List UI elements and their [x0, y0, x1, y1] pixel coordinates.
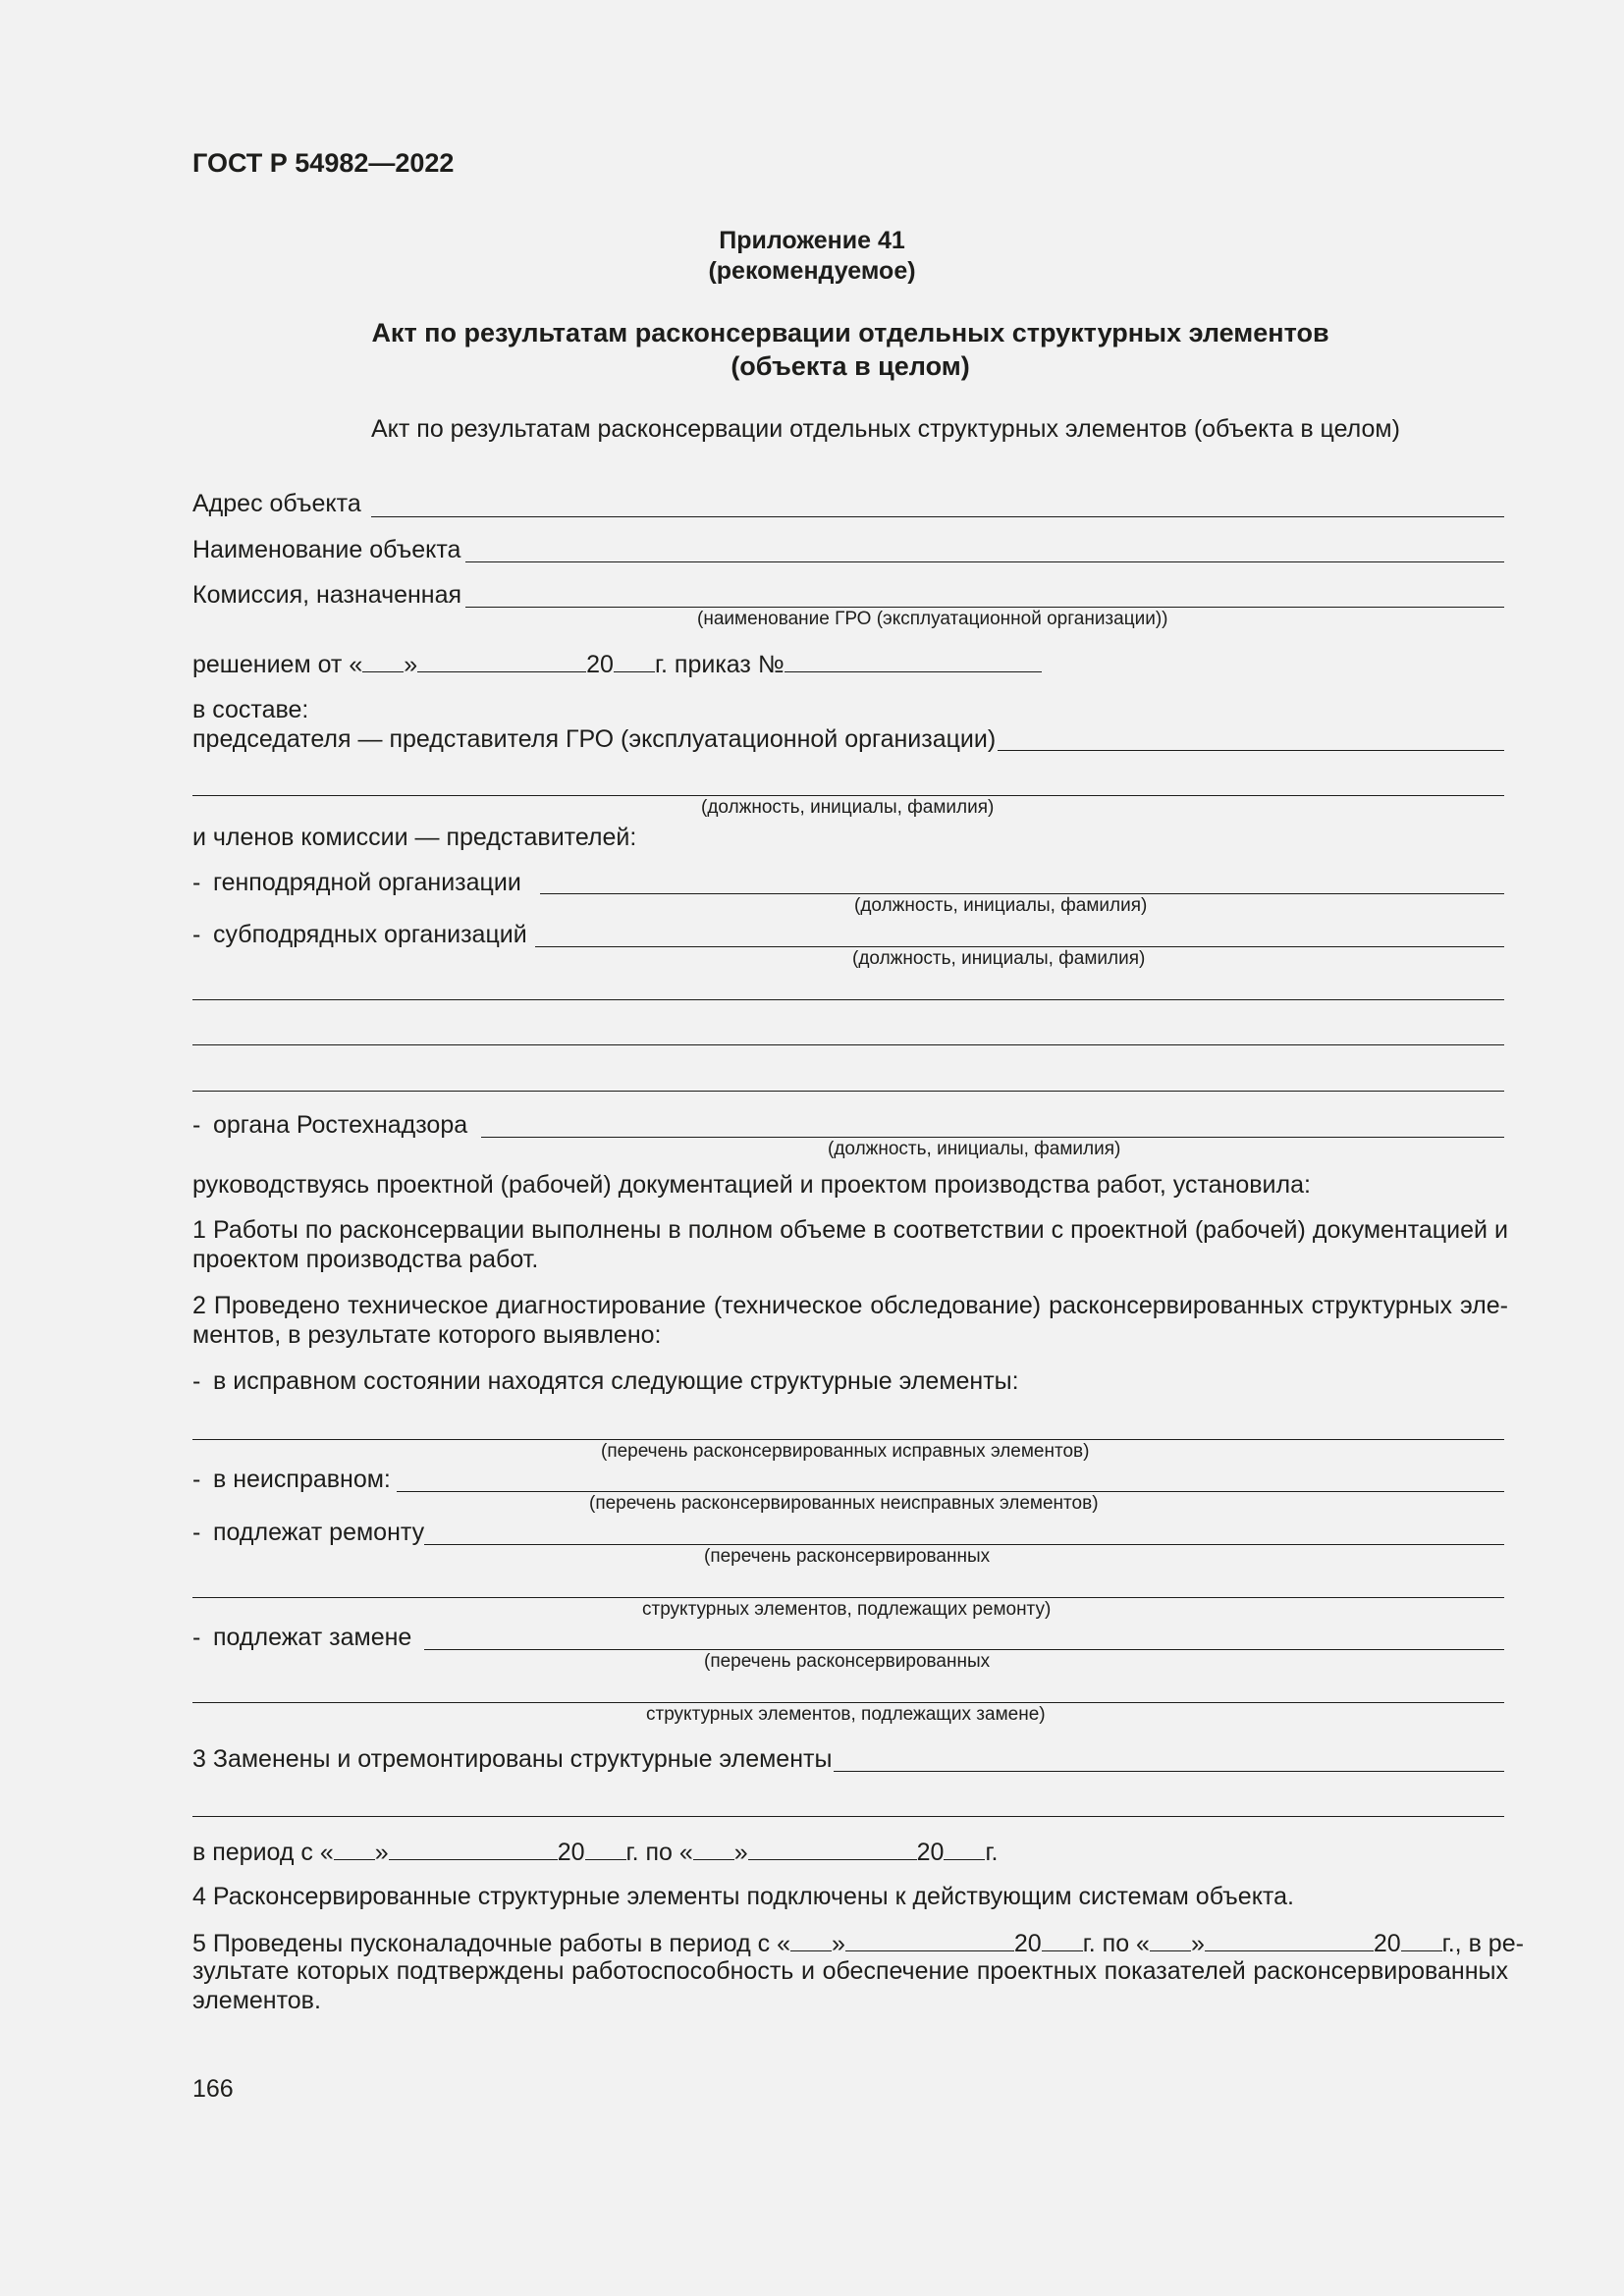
item-2: 2 Проведено техническое диагностирование (техническое обследование) расконсервированных структурных элементов, в результате которого выявлено: — [192, 1292, 1508, 1349]
period-year-prefix-1: 20 — [557, 1839, 585, 1866]
item-5-year-prefix-2: 20 — [1373, 1930, 1401, 1957]
period-prefix: в период с « — [192, 1839, 334, 1866]
faulty-label: в неисправном: — [213, 1466, 391, 1493]
item-3-field-2[interactable] — [192, 1816, 1504, 1817]
decision-year-prefix: 20 — [586, 651, 614, 678]
repair-dash: - — [192, 1519, 201, 1546]
chairman-label: председателя — представителя ГРО (эксплуатационной организации) — [192, 725, 997, 753]
general-contractor-label: генподрядной организации — [213, 869, 521, 896]
decision-year-field[interactable] — [614, 648, 655, 672]
item-5-start-year-field[interactable] — [1042, 1927, 1083, 1951]
general-contractor-field[interactable] — [540, 893, 1504, 894]
decision-day-field[interactable] — [362, 648, 404, 672]
replace-field-2[interactable] — [192, 1702, 1504, 1703]
document-title-line2: (объекта в целом) — [731, 351, 970, 381]
address-field[interactable] — [371, 516, 1504, 517]
period-year-end: г. — [985, 1839, 999, 1866]
standard-header: ГОСТ Р 54982—2022 — [192, 148, 455, 178]
annex-type: (рекомендуемое) — [708, 257, 916, 285]
item-3: 3 Заменены и отремонтированы структурные элементы — [192, 1745, 833, 1773]
repair-hint-1: (перечень расконсервированных — [704, 1546, 991, 1567]
faulty-dash: - — [192, 1466, 201, 1493]
replace-hint-1: (перечень расконсервированных — [704, 1651, 991, 1672]
general-contractor-hint: (должность, инициалы, фамилия) — [854, 895, 1148, 916]
decision-line — [192, 648, 1042, 679]
item-5-start-day-field[interactable] — [790, 1927, 832, 1951]
replace-field[interactable] — [424, 1649, 1504, 1650]
decision-prefix: решением от « — [192, 651, 363, 678]
chairman-field-2[interactable] — [192, 795, 1504, 796]
repair-field-2[interactable] — [192, 1597, 1504, 1598]
decision-quote: » — [404, 651, 418, 678]
replace-dash: - — [192, 1624, 201, 1651]
item-5-end-month-field[interactable] — [1205, 1927, 1374, 1951]
replace-label: подлежат замене — [213, 1624, 412, 1651]
subcontractors-field-2[interactable] — [192, 999, 1504, 1000]
commission-label: Комиссия, назначенная — [192, 581, 462, 609]
address-label: Адрес объекта — [192, 490, 361, 517]
faulty-hint: (перечень расконсервированных неисправных элементов) — [589, 1493, 1099, 1514]
item-5-end-day-field[interactable] — [1150, 1927, 1191, 1951]
rostekhnadzor-field[interactable] — [481, 1137, 1504, 1138]
item-3-field[interactable] — [834, 1771, 1504, 1772]
page-number: 166 — [192, 2075, 234, 2103]
repair-hint-2: структурных элементов, подлежащих ремонту) — [642, 1599, 1052, 1620]
object-name-label: Наименование объекта — [192, 536, 461, 563]
period-start-month-field[interactable] — [389, 1836, 558, 1860]
serviceable-label: в исправном состоянии находятся следующие структурные элементы: — [213, 1367, 1019, 1395]
period-quote-1: » — [374, 1839, 389, 1866]
object-name-field[interactable] — [465, 561, 1504, 562]
chairman-hint: (должность, инициалы, фамилия) — [701, 797, 995, 818]
members-label: и членов комиссии — представителей: — [192, 824, 637, 851]
subcontractors-dash: - — [192, 921, 201, 948]
repair-label: подлежат ремонту — [213, 1519, 425, 1546]
period-start-day-field[interactable] — [334, 1836, 375, 1860]
decision-month-field[interactable] — [417, 648, 586, 672]
item-5-prefix: 5 Проведены пусконаладочные работы в период с « — [192, 1930, 790, 1957]
period-end-year-field[interactable] — [944, 1836, 985, 1860]
subcontractors-field-3[interactable] — [192, 1044, 1504, 1045]
rostekhnadzor-dash: - — [192, 1111, 201, 1139]
chairman-field[interactable] — [998, 750, 1504, 751]
serviceable-hint: (перечень расконсервированных исправных элементов) — [601, 1441, 1090, 1462]
period-line — [192, 1836, 998, 1867]
subcontractors-hint: (должность, инициалы, фамилия) — [852, 948, 1146, 969]
subcontractors-label: субподрядных организаций — [213, 921, 527, 948]
serviceable-field[interactable] — [192, 1439, 1504, 1440]
rostekhnadzor-label: органа Ростехнадзора — [213, 1111, 468, 1139]
item-5-quote-2: » — [1190, 1930, 1205, 1957]
item-1: 1 Работы по расконсервации выполнены в полном объеме в соответствии с проектной (рабочей) документацией и проектом производства работ. — [192, 1216, 1508, 1273]
decision-suffix: г. приказ № — [654, 651, 785, 678]
item-5-line1 — [192, 1927, 1524, 1958]
item-5-year-prefix-1: 20 — [1013, 1930, 1042, 1957]
period-mid: г. по « — [625, 1839, 693, 1866]
period-quote-2: » — [733, 1839, 748, 1866]
repair-field[interactable] — [424, 1544, 1504, 1545]
period-start-year-field[interactable] — [585, 1836, 626, 1860]
rostekhnadzor-hint: (должность, инициалы, фамилия) — [828, 1139, 1121, 1159]
item-5-start-month-field[interactable] — [845, 1927, 1014, 1951]
commission-field[interactable] — [465, 607, 1504, 608]
document-title-line1: Акт по результатам расконсервации отдельных структурных элементов — [371, 318, 1329, 347]
item-5-mid: г. по « — [1082, 1930, 1150, 1957]
commission-hint: (наименование ГРО (эксплуатационной организации)) — [697, 609, 1168, 629]
composition-label: в составе: — [192, 696, 309, 723]
annex-number: Приложение 41 — [719, 227, 905, 254]
item-5-suffix: г., в ре- — [1441, 1930, 1524, 1957]
faulty-field[interactable] — [397, 1491, 1504, 1492]
guided-by-text: руководствуясь проектной (рабочей) документацией и проектом производства работ, установила: — [192, 1171, 1311, 1199]
document-subtitle: Акт по результатам расконсервации отдельных структурных элементов (объекта в целом) — [371, 415, 1400, 443]
subcontractors-field[interactable] — [535, 946, 1504, 947]
period-year-prefix-2: 20 — [916, 1839, 945, 1866]
item-5-end-year-field[interactable] — [1401, 1927, 1442, 1951]
period-end-month-field[interactable] — [748, 1836, 917, 1860]
serviceable-dash: - — [192, 1367, 201, 1395]
general-contractor-dash: - — [192, 869, 201, 896]
item-5-rest: зультате которых подтверждены работоспособность и обеспечение проектных показателей расконсервированных элементов. — [192, 1957, 1508, 2014]
period-end-day-field[interactable] — [693, 1836, 734, 1860]
subcontractors-field-4[interactable] — [192, 1091, 1504, 1092]
order-number-field[interactable] — [785, 648, 1042, 672]
item-4: 4 Расконсервированные структурные элементы подключены к действующим системам объекта. — [192, 1883, 1294, 1910]
replace-hint-2: структурных элементов, подлежащих замене) — [646, 1704, 1046, 1725]
item-5-quote-1: » — [831, 1930, 845, 1957]
